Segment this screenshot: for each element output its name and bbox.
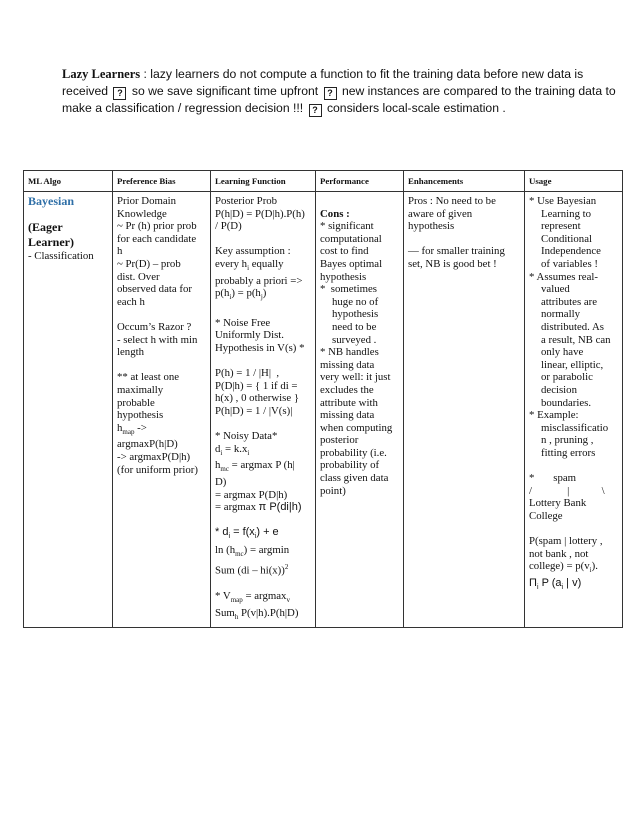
intro-text-1: lazy learners do not compute a function to fit the training data before new data is received — [62, 67, 584, 98]
enh-line — [408, 233, 520, 246]
learn-line: * Noise Free — [215, 316, 271, 329]
perf-line: posterior — [320, 434, 359, 447]
learn-line: P(D|h) = { 1 if di = — [215, 379, 298, 392]
pref-line: maximally — [117, 383, 164, 396]
pref-line: h — [117, 245, 123, 258]
header-preference-bias: Preference Bias — [113, 171, 211, 192]
intro-text-2: so we save significant time upfront — [131, 84, 319, 98]
learn-line: P(h|D) = P(D|h).P(h) — [215, 207, 305, 220]
table-row — [24, 192, 623, 628]
pref-line: ~ Pr(D) – prob — [117, 257, 181, 270]
perf-line: cost to find — [320, 245, 369, 258]
learn-line: Hypothesis in V(s) * — [215, 341, 305, 354]
pref-line — [117, 308, 206, 321]
intro-text-3: new instances are compared to the training data to make a classification / regression decision !!! — [62, 84, 616, 115]
missing-symbol-icon: ? — [309, 104, 322, 117]
learn-line: $d_i = k.x_i$ — [215, 442, 250, 457]
learn-line: Uniformly Dist. — [215, 329, 284, 342]
learn-line: * $V_{map} = argmax_v$ — [215, 589, 290, 604]
pref-line: observed data for — [117, 283, 192, 296]
learn-line: Key assumption : — [215, 245, 291, 258]
usage-line: P(spam | lottery , — [529, 535, 603, 548]
cell-enhancements — [404, 192, 525, 628]
usage-bullet: * Assumes real- valued attributes are normally distributed. As a result, NB can only have linear, elliptic, or parabolic decision boundaries. — [529, 270, 611, 409]
perf-line: very well: it just — [320, 371, 391, 384]
pref-line: -> argmaxP(D|h) — [117, 451, 191, 464]
perf-line: probability (i.e. — [320, 446, 387, 459]
perf-line: missing data — [320, 358, 375, 371]
pref-hmap-line: $h_{map}$ -> — [117, 421, 147, 436]
learn-line: Sum$_h$ P(v|h).P(h|D) — [215, 606, 299, 621]
perf-line: excludes the — [320, 383, 374, 396]
pref-line: ** at least one — [117, 371, 180, 384]
learn-line: * $d_i = f(x_i) + e$ — [215, 526, 279, 541]
algo-type-line: (Eager — [28, 220, 63, 235]
learn-line: = argmax P(D|h) — [215, 488, 288, 501]
perf-line: surveyed . — [332, 333, 377, 346]
perf-line: * NB handles — [320, 346, 379, 359]
header-performance: Performance — [316, 171, 404, 192]
intro-label: Lazy Learners — [62, 67, 141, 81]
header-enhancements: Enhancements — [404, 171, 525, 192]
cell-performance — [316, 192, 404, 628]
perf-cons: Cons : — [320, 207, 350, 220]
perf-line: hypothesis — [332, 308, 379, 321]
learn-line: = argmax π P(di|h) — [215, 501, 302, 514]
learn-line: / P(D) — [215, 220, 242, 233]
perf-line: class given data — [320, 472, 389, 485]
perf-line: huge no of — [332, 295, 379, 308]
usage-line: $\Pi_i$ P ($a_i$ | v) — [529, 576, 582, 592]
perf-line: * significant — [320, 220, 374, 233]
algo-type-line: Learner) — [28, 235, 74, 250]
learn-line: * Noisy Data* — [215, 430, 278, 442]
pref-line — [117, 359, 206, 372]
pref-line: Occum’s Razor ? — [117, 320, 192, 333]
cell-usage — [525, 192, 623, 628]
perf-line: missing data — [320, 409, 375, 422]
usage-bullet: * Example: misclassificatio n , pruning , fitting errors — [529, 409, 609, 459]
perf-line: need to be — [332, 320, 377, 333]
pref-line: ~ Pr (h) prior prob — [117, 220, 197, 233]
learn-line — [215, 354, 311, 367]
missing-symbol-icon: ? — [324, 87, 337, 100]
usage-line: college) = $p(v_i)$. — [529, 560, 598, 575]
learn-line: P(h) = 1 / |H| , — [215, 367, 280, 380]
enh-line: hypothesis — [408, 220, 455, 233]
pref-line: length — [117, 346, 144, 359]
pref-line: dist. Over — [117, 270, 160, 283]
learn-line: $p(h_i) = p(h_j)$ — [215, 287, 267, 302]
usage-line: not bank , not — [529, 547, 589, 560]
table-header-row — [24, 171, 623, 192]
pref-line: (for uniform prior) — [117, 463, 198, 476]
ml-algorithms-table — [23, 170, 623, 628]
pref-line: Prior Domain — [117, 195, 177, 207]
perf-line: probability of — [320, 459, 380, 472]
perf-line: point) — [320, 484, 346, 497]
learn-line — [215, 417, 311, 430]
learn-line: every $h_i$ equally — [215, 257, 284, 273]
perf-line: * sometimes — [320, 283, 377, 296]
algo-name: Bayesian — [28, 194, 75, 208]
cell-learning-function — [211, 192, 316, 628]
algo-task: - Classification — [28, 250, 94, 263]
usage-line: * spam — [529, 472, 577, 485]
cell-ml-algo — [24, 192, 113, 628]
learn-line — [215, 304, 311, 317]
usage-bullet: * Use Bayesian Learning to represent Conditional Independence of variables ! — [529, 195, 601, 270]
pref-line: argmaxP(h|D) — [117, 438, 178, 451]
learn-line: probably a priori => — [215, 274, 303, 287]
header-learning-function: Learning Function — [211, 171, 316, 192]
perf-line: attribute with — [320, 396, 378, 409]
enh-line: aware of given — [408, 207, 473, 220]
intro-text-4: considers local-scale estimation . — [326, 101, 506, 115]
enh-line: set, NB is good bet ! — [408, 257, 497, 270]
perf-line: when computing — [320, 421, 393, 434]
learn-line: h(x) , 0 otherwise } — [215, 392, 300, 405]
learn-line: Sum (di – hi(x))$^2$ — [215, 563, 289, 577]
intro-paragraph — [62, 66, 628, 117]
learn-line: $h_{mc} = argmax$ P (h| — [215, 459, 295, 474]
pref-line: each h — [117, 295, 145, 308]
learn-line: Posterior Prob — [215, 195, 278, 207]
header-usage: Usage — [525, 171, 623, 192]
pref-line: hypothesis — [117, 409, 164, 422]
usage-line: Lottery Bank — [529, 497, 587, 510]
enh-line: — for smaller training — [408, 245, 505, 258]
intro-colon: : — [140, 67, 151, 81]
perf-line: Bayes optimal — [320, 257, 383, 270]
pref-line: for each candidate — [117, 232, 197, 245]
enh-line: Pros : No need to be — [408, 195, 496, 207]
perf-line: hypothesis — [320, 270, 367, 283]
learn-line: $\ln (h_{mc}) = argmin$ — [215, 544, 290, 559]
missing-symbol-icon: ? — [113, 87, 126, 100]
pref-line: probable — [117, 396, 155, 409]
learn-line — [215, 233, 311, 246]
pref-line: Knowledge — [117, 207, 167, 220]
learn-line: P(h|D) = 1 / |V(s)| — [215, 404, 293, 417]
usage-line: College — [529, 509, 563, 522]
perf-line: computational — [320, 232, 382, 245]
header-ml-algo: ML Algo — [24, 171, 113, 192]
pref-line: - select h with min — [117, 333, 198, 346]
learn-line: D) — [215, 476, 227, 489]
usage-line: / | \ — [529, 484, 605, 497]
cell-preference-bias — [113, 192, 211, 628]
